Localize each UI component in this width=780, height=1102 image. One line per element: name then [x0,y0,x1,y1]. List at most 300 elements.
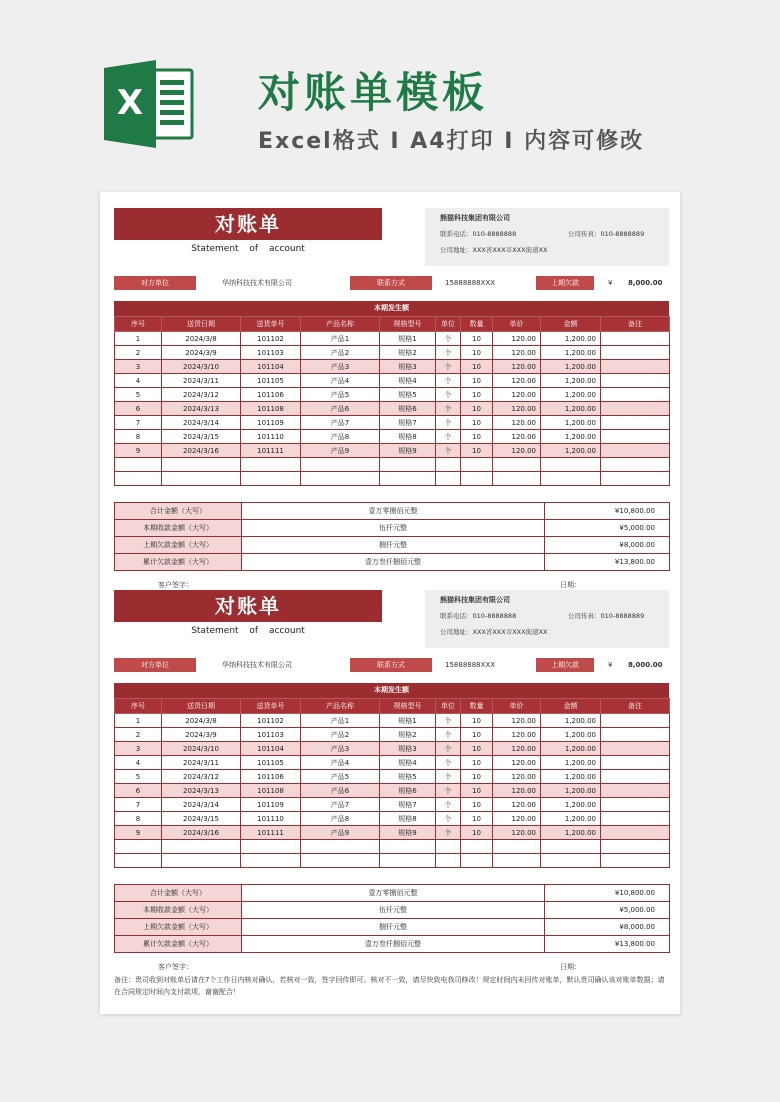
table-cell: 4 [115,756,162,770]
date-label: 日期： [560,963,581,971]
table-cell: 个 [436,756,461,770]
table-cell: 1,200.00 [541,826,601,840]
table-row [115,360,670,374]
table-cell: 1,200.00 [541,416,601,430]
table-cell: 2024/3/11 [162,374,241,388]
detail-table [114,698,670,868]
table-cell: 1,200.00 [541,798,601,812]
empty-cell [493,458,541,472]
table-row [115,756,670,770]
summary-label: 本期收款金额（大写） [115,902,242,919]
table-cell: 10 [461,388,493,402]
company-name: 熊猫科技集团有限公司 [440,214,510,222]
table-row [115,798,670,812]
empty-row [115,472,670,486]
table-cell: 2024/3/11 [162,756,241,770]
period-header: 本期发生额 [114,683,669,698]
empty-cell [493,840,541,854]
table-cell: 产品9 [301,444,380,458]
table-cell: 1,200.00 [541,360,601,374]
table-row [115,332,670,346]
table-cell: 规格1 [380,714,436,728]
table-cell: 120.00 [493,430,541,444]
table-cell: 120.00 [493,388,541,402]
prev-due-label: 上期欠款 [536,658,594,672]
table-row [115,742,670,756]
table-cell: 产品9 [301,826,380,840]
table-cell: 个 [436,430,461,444]
empty-cell [436,458,461,472]
table-cell: 10 [461,430,493,444]
empty-cell [493,854,541,868]
table-cell: 1,200.00 [541,756,601,770]
column-header: 单价 [493,699,541,714]
table-cell: 个 [436,728,461,742]
table-cell: 101109 [241,798,301,812]
empty-cell [241,840,301,854]
table-cell: 2024/3/9 [162,728,241,742]
table-cell: 101104 [241,360,301,374]
summary-label: 上期欠款金额（大写） [115,537,242,554]
doc-subtitle: Statement of account [191,626,305,636]
table-cell [601,360,670,374]
table-cell: 10 [461,742,493,756]
table-cell [601,402,670,416]
column-header: 送货单号 [241,699,301,714]
empty-cell [301,472,380,486]
table-cell: 101103 [241,728,301,742]
table-cell [601,784,670,798]
column-header: 备注 [601,317,670,332]
empty-cell [601,472,670,486]
column-header: 序号 [115,699,162,714]
table-row [115,784,670,798]
table-row [115,430,670,444]
table-cell: 101108 [241,402,301,416]
table-cell [601,332,670,346]
table-cell: 2024/3/14 [162,416,241,430]
banner-subtitle: Excel格式 I A4打印 I 内容可修改 [258,129,645,154]
empty-cell [380,472,436,486]
contact-value: 15888888XXX [445,661,496,669]
table-cell: 个 [436,360,461,374]
empty-cell [436,472,461,486]
table-cell: 规格7 [380,798,436,812]
period-header: 本期发生额 [114,301,669,316]
table-cell: 个 [436,784,461,798]
table-cell: 个 [436,742,461,756]
customer-sign-label: 客户签字： [158,963,193,971]
table-cell: 2 [115,728,162,742]
table-cell: 个 [436,444,461,458]
summary-amount: ¥5,000.00 [545,902,670,919]
company-phone: 联系电话：010-8888888 [440,612,517,620]
table-cell: 规格5 [380,388,436,402]
table-row [115,346,670,360]
column-header: 数量 [461,699,493,714]
table-cell: 规格6 [380,402,436,416]
table-cell: 2024/3/16 [162,444,241,458]
company-info [425,590,669,648]
summary-row [115,537,670,554]
contact-label: 联系方式 [350,658,432,672]
table-row [115,826,670,840]
table-cell: 产品8 [301,430,380,444]
empty-cell [162,458,241,472]
table-cell: 2 [115,346,162,360]
table-cell: 规格9 [380,826,436,840]
table-cell: 规格6 [380,784,436,798]
table-cell: 2024/3/15 [162,430,241,444]
table-row [115,402,670,416]
table-cell: 10 [461,784,493,798]
empty-cell [162,854,241,868]
table-cell: 10 [461,770,493,784]
table-cell: 1,200.00 [541,388,601,402]
table-cell: 10 [461,714,493,728]
table-cell: 10 [461,728,493,742]
summary-text: 捌仟元整 [242,919,545,936]
table-cell: 120.00 [493,728,541,742]
table-cell: 产品1 [301,714,380,728]
table-header-row [115,699,670,714]
table-cell: 规格9 [380,444,436,458]
summary-row [115,919,670,936]
empty-cell [162,840,241,854]
table-cell: 101105 [241,374,301,388]
table-cell: 5 [115,770,162,784]
empty-cell [380,458,436,472]
table-cell: 个 [436,332,461,346]
column-header: 金额 [541,699,601,714]
contact-value: 15888888XXX [445,279,496,287]
doc-subtitle: Statement of account [191,244,305,254]
table-cell: 产品5 [301,770,380,784]
table-row [115,444,670,458]
footer-note: 备注：贵司收到对账单后请在7个工作日内核对确认，若核对一致，签字回传即可。核对不一致，请尽快致电我司修改！规定时间内未回传对账单，默认贵司确认该对账单数据；请在合同规定时间内支付款项，谢谢配合！ [114,976,665,996]
statement-paper [100,192,680,1014]
summary-amount: ¥8,000.00 [545,919,670,936]
table-cell [601,756,670,770]
table-cell [601,798,670,812]
table-cell: 产品7 [301,798,380,812]
summary-row [115,885,670,902]
table-cell: 120.00 [493,346,541,360]
currency-symbol: ¥ [608,279,613,287]
table-cell: 1 [115,714,162,728]
table-cell: 10 [461,756,493,770]
table-cell: 个 [436,826,461,840]
table-cell: 10 [461,416,493,430]
empty-cell [162,472,241,486]
empty-cell [541,472,601,486]
excel-icon [100,56,196,152]
summary-text: 壹万零捌佰元整 [242,885,545,902]
table-cell: 2024/3/12 [162,770,241,784]
column-header: 金额 [541,317,601,332]
table-cell: 5 [115,388,162,402]
summary-label: 本期收款金额（大写） [115,520,242,537]
column-header: 单位 [436,317,461,332]
summary-text: 壹万零捌佰元整 [242,503,545,520]
table-row [115,812,670,826]
info-row [100,276,680,292]
summary-label: 合计金额（大写） [115,885,242,902]
empty-cell [115,840,162,854]
table-cell: 1,200.00 [541,742,601,756]
company-info [425,208,669,266]
table-cell: 产品6 [301,784,380,798]
table-cell: 个 [436,374,461,388]
table-cell: 产品6 [301,402,380,416]
empty-cell [241,458,301,472]
currency-symbol: ¥ [608,661,613,669]
table-cell: 1,200.00 [541,714,601,728]
empty-cell [301,854,380,868]
table-cell: 10 [461,374,493,388]
summary-amount: ¥10,800.00 [545,885,670,902]
column-header: 规格型号 [380,317,436,332]
table-cell: 2024/3/8 [162,332,241,346]
table-cell: 120.00 [493,402,541,416]
table-cell: 2024/3/10 [162,742,241,756]
empty-cell [115,458,162,472]
table-cell: 产品2 [301,346,380,360]
counterparty-value: 华纳科技技术有限公司 [222,661,292,669]
empty-cell [301,840,380,854]
table-cell: 7 [115,416,162,430]
counterparty-value: 华纳科技技术有限公司 [222,279,292,287]
customer-sign-label: 客户签字： [158,581,193,589]
table-cell: 3 [115,360,162,374]
table-cell: 101103 [241,346,301,360]
empty-cell [541,458,601,472]
table-cell: 2024/3/13 [162,402,241,416]
table-cell: 规格2 [380,346,436,360]
summary-amount: ¥10,800.00 [545,503,670,520]
table-cell: 120.00 [493,784,541,798]
empty-row [115,840,670,854]
table-cell: 120.00 [493,770,541,784]
summary-row [115,936,670,953]
table-cell: 120.00 [493,374,541,388]
table-cell: 120.00 [493,742,541,756]
table-cell: 产品4 [301,374,380,388]
table-row [115,770,670,784]
table-cell: 9 [115,444,162,458]
summary-text: 伍仟元整 [242,520,545,537]
table-cell: 1,200.00 [541,346,601,360]
empty-cell [541,840,601,854]
summary-row [115,902,670,919]
table-cell [601,770,670,784]
empty-cell [601,840,670,854]
summary-text: 捌仟元整 [242,537,545,554]
column-header: 单位 [436,699,461,714]
company-name: 熊猫科技集团有限公司 [440,596,510,604]
empty-cell [241,472,301,486]
empty-cell [115,472,162,486]
table-cell: 1,200.00 [541,728,601,742]
summary-row [115,554,670,571]
counterparty-label: 对方单位 [114,276,196,290]
banner [0,0,780,190]
table-cell: 产品3 [301,360,380,374]
table-cell: 101106 [241,388,301,402]
summary-table [114,884,670,953]
table-row [115,714,670,728]
table-cell: 120.00 [493,798,541,812]
svg-text:X: X [116,83,144,123]
table-row [115,728,670,742]
table-cell: 规格7 [380,416,436,430]
summary-label: 上期欠款金额（大写） [115,919,242,936]
table-cell: 120.00 [493,416,541,430]
empty-cell [541,854,601,868]
contact-label: 联系方式 [350,276,432,290]
empty-cell [436,840,461,854]
table-cell: 101111 [241,444,301,458]
table-cell: 101102 [241,332,301,346]
empty-row [115,854,670,868]
table-cell: 120.00 [493,444,541,458]
detail-table [114,316,670,486]
table-cell: 规格3 [380,742,436,756]
table-cell: 规格8 [380,812,436,826]
table-cell: 2024/3/10 [162,360,241,374]
table-cell [601,388,670,402]
table-cell [601,728,670,742]
table-cell: 10 [461,826,493,840]
table-cell [601,430,670,444]
table-cell: 产品7 [301,416,380,430]
column-header: 数量 [461,317,493,332]
table-cell: 101102 [241,714,301,728]
table-cell: 2024/3/9 [162,346,241,360]
summary-text: 伍仟元整 [242,902,545,919]
empty-cell [461,854,493,868]
table-cell: 产品1 [301,332,380,346]
prev-due-value: 8,000.00 [628,279,663,287]
table-cell: 2024/3/8 [162,714,241,728]
table-cell [601,742,670,756]
table-cell: 个 [436,346,461,360]
company-address: 公司地址：XXX省XXX市XXX街道XX [440,246,548,254]
table-cell: 1,200.00 [541,430,601,444]
table-cell: 120.00 [493,360,541,374]
table-cell: 10 [461,812,493,826]
table-cell: 规格1 [380,332,436,346]
table-cell: 8 [115,812,162,826]
table-cell: 10 [461,346,493,360]
table-cell: 1,200.00 [541,812,601,826]
table-cell: 6 [115,784,162,798]
empty-row [115,458,670,472]
table-cell: 1,200.00 [541,374,601,388]
summary-row [115,503,670,520]
summary-label: 累计欠款金额（大写） [115,554,242,571]
column-header: 送货单号 [241,317,301,332]
table-cell: 101111 [241,826,301,840]
table-cell: 120.00 [493,812,541,826]
table-cell: 个 [436,812,461,826]
empty-cell [493,472,541,486]
table-cell: 9 [115,826,162,840]
empty-cell [436,854,461,868]
summary-row [115,520,670,537]
company-phone: 联系电话：010-8888888 [440,230,517,238]
table-cell: 6 [115,402,162,416]
table-cell: 2024/3/12 [162,388,241,402]
table-cell: 10 [461,360,493,374]
table-cell: 产品5 [301,388,380,402]
table-cell: 产品4 [301,756,380,770]
table-cell: 1 [115,332,162,346]
table-cell: 个 [436,798,461,812]
table-cell: 10 [461,444,493,458]
table-cell: 1,200.00 [541,770,601,784]
table-cell: 规格4 [380,374,436,388]
company-address: 公司地址：XXX省XXX市XXX街道XX [440,628,548,636]
empty-cell [601,458,670,472]
table-cell: 产品8 [301,812,380,826]
date-label: 日期： [560,581,581,589]
info-row [100,658,680,674]
table-cell: 2024/3/16 [162,826,241,840]
table-cell: 10 [461,332,493,346]
column-header: 序号 [115,317,162,332]
column-header: 送货日期 [162,699,241,714]
table-cell [601,812,670,826]
table-cell: 10 [461,798,493,812]
table-header-row [115,317,670,332]
table-cell: 7 [115,798,162,812]
column-header: 备注 [601,699,670,714]
table-cell: 产品3 [301,742,380,756]
table-cell: 101108 [241,784,301,798]
summary-amount: ¥8,000.00 [545,537,670,554]
table-cell: 3 [115,742,162,756]
table-cell: 规格5 [380,770,436,784]
table-cell [601,346,670,360]
table-cell: 101105 [241,756,301,770]
counterparty-label: 对方单位 [114,658,196,672]
table-cell: 120.00 [493,332,541,346]
company-fax: 公司传真：010-8888889 [568,230,645,238]
table-cell: 10 [461,402,493,416]
table-cell [601,416,670,430]
table-cell: 规格4 [380,756,436,770]
summary-label: 合计金额（大写） [115,503,242,520]
prev-due-label: 上期欠款 [536,276,594,290]
empty-cell [380,840,436,854]
table-cell: 8 [115,430,162,444]
table-cell: 1,200.00 [541,444,601,458]
empty-cell [380,854,436,868]
table-row [115,374,670,388]
table-row [115,416,670,430]
column-header: 规格型号 [380,699,436,714]
empty-cell [115,854,162,868]
table-cell: 101110 [241,812,301,826]
table-cell [601,714,670,728]
table-cell: 个 [436,402,461,416]
summary-text: 壹万叁仟捌佰元整 [242,936,545,953]
company-fax: 公司传真：010-8888889 [568,612,645,620]
table-cell: 个 [436,714,461,728]
table-cell: 1,200.00 [541,784,601,798]
table-cell: 101109 [241,416,301,430]
